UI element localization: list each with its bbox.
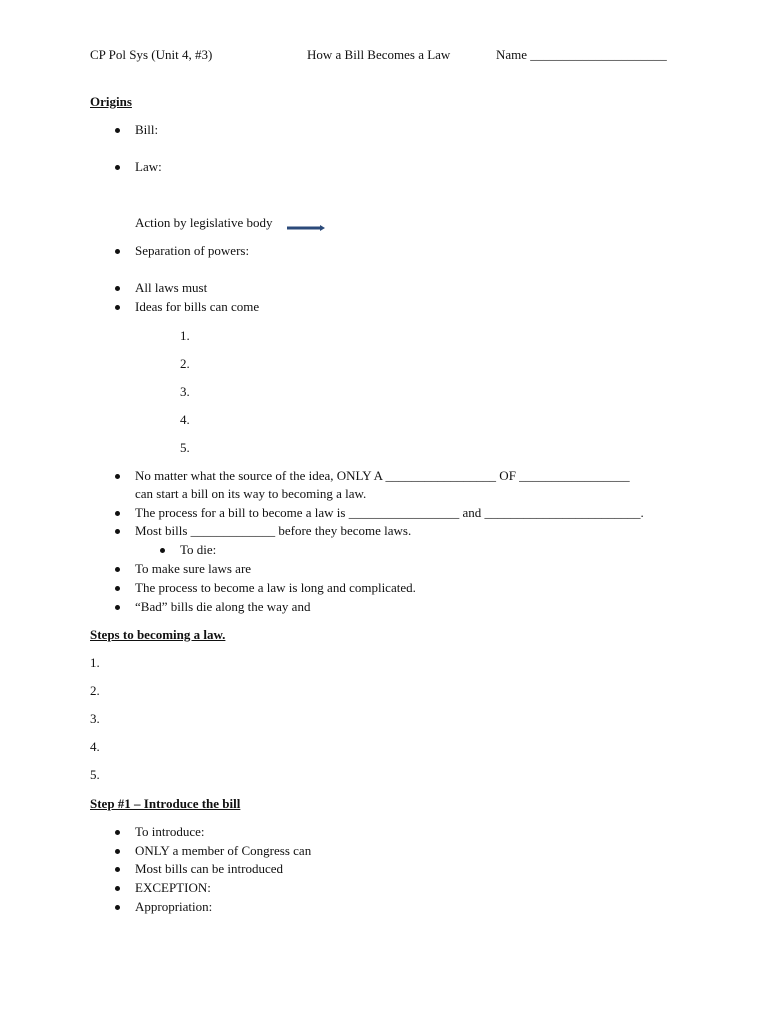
ideas-number: 1. [180,328,190,343]
step1-item: ONLY a member of Congress can [135,843,312,858]
step-number: 4. [90,739,100,754]
ideas-number: 2. [180,356,190,371]
bullet [115,511,120,516]
bullet [115,249,120,254]
step1-item: Most bills can be introduced [135,861,284,876]
law-item: Law: [135,159,162,174]
step1-heading: Step #1 – Introduce the bill [90,796,241,811]
make-sure-item: To make sure laws are [135,561,252,576]
most-bills-item: Most bills _____________ before they become laws. [135,523,412,538]
course-label: CP Pol Sys (Unit 4, #3) [90,47,213,62]
ideas-number: 4. [180,412,190,427]
bullet [115,529,120,534]
bullet [115,567,120,572]
to-die-item: To die: [180,542,217,557]
bullet [160,548,165,553]
bullet [115,128,120,133]
document-title: How a Bill Becomes a Law [307,47,451,62]
bullet [115,849,120,854]
bullet [115,474,120,479]
bullet [115,830,120,835]
bullet [115,586,120,591]
ideas-item: Ideas for bills can come [135,299,260,314]
origins-heading: Origins [90,94,132,109]
all-laws-item: All laws must [135,280,208,295]
name-field-label: Name _____________________ [496,47,667,62]
bullet [115,886,120,891]
no-matter-line-2: can start a bill on its way to becoming a law. [135,486,367,501]
bill-item: Bill: [135,122,159,137]
step-number: 2. [90,683,100,698]
step1-item: To introduce: [135,824,205,839]
no-matter-line-1: No matter what the source of the idea, ONLY A _________________ OF _________________ [135,468,630,483]
bad-bills-item: “Bad” bills die along the way and [135,599,311,614]
ideas-number: 5. [180,440,190,455]
arrow-right-icon [286,222,326,234]
bullet [115,286,120,291]
step1-item: EXCEPTION: [135,880,211,895]
steps-heading: Steps to becoming a law. [90,627,226,642]
ideas-number: 3. [180,384,190,399]
step1-item: Appropriation: [135,899,213,914]
step-number: 5. [90,767,100,782]
step-number: 3. [90,711,100,726]
bullet [115,165,120,170]
process-item: The process for a bill to become a law is _________________ and ________________________. [135,505,644,520]
bullet [115,305,120,310]
separation-item: Separation of powers: [135,243,250,258]
action-text: Action by legislative body [135,215,273,230]
bullet [115,605,120,610]
long-item: The process to become a law is long and complicated. [135,580,416,595]
bullet [115,867,120,872]
step-number: 1. [90,655,100,670]
bullet [115,905,120,910]
